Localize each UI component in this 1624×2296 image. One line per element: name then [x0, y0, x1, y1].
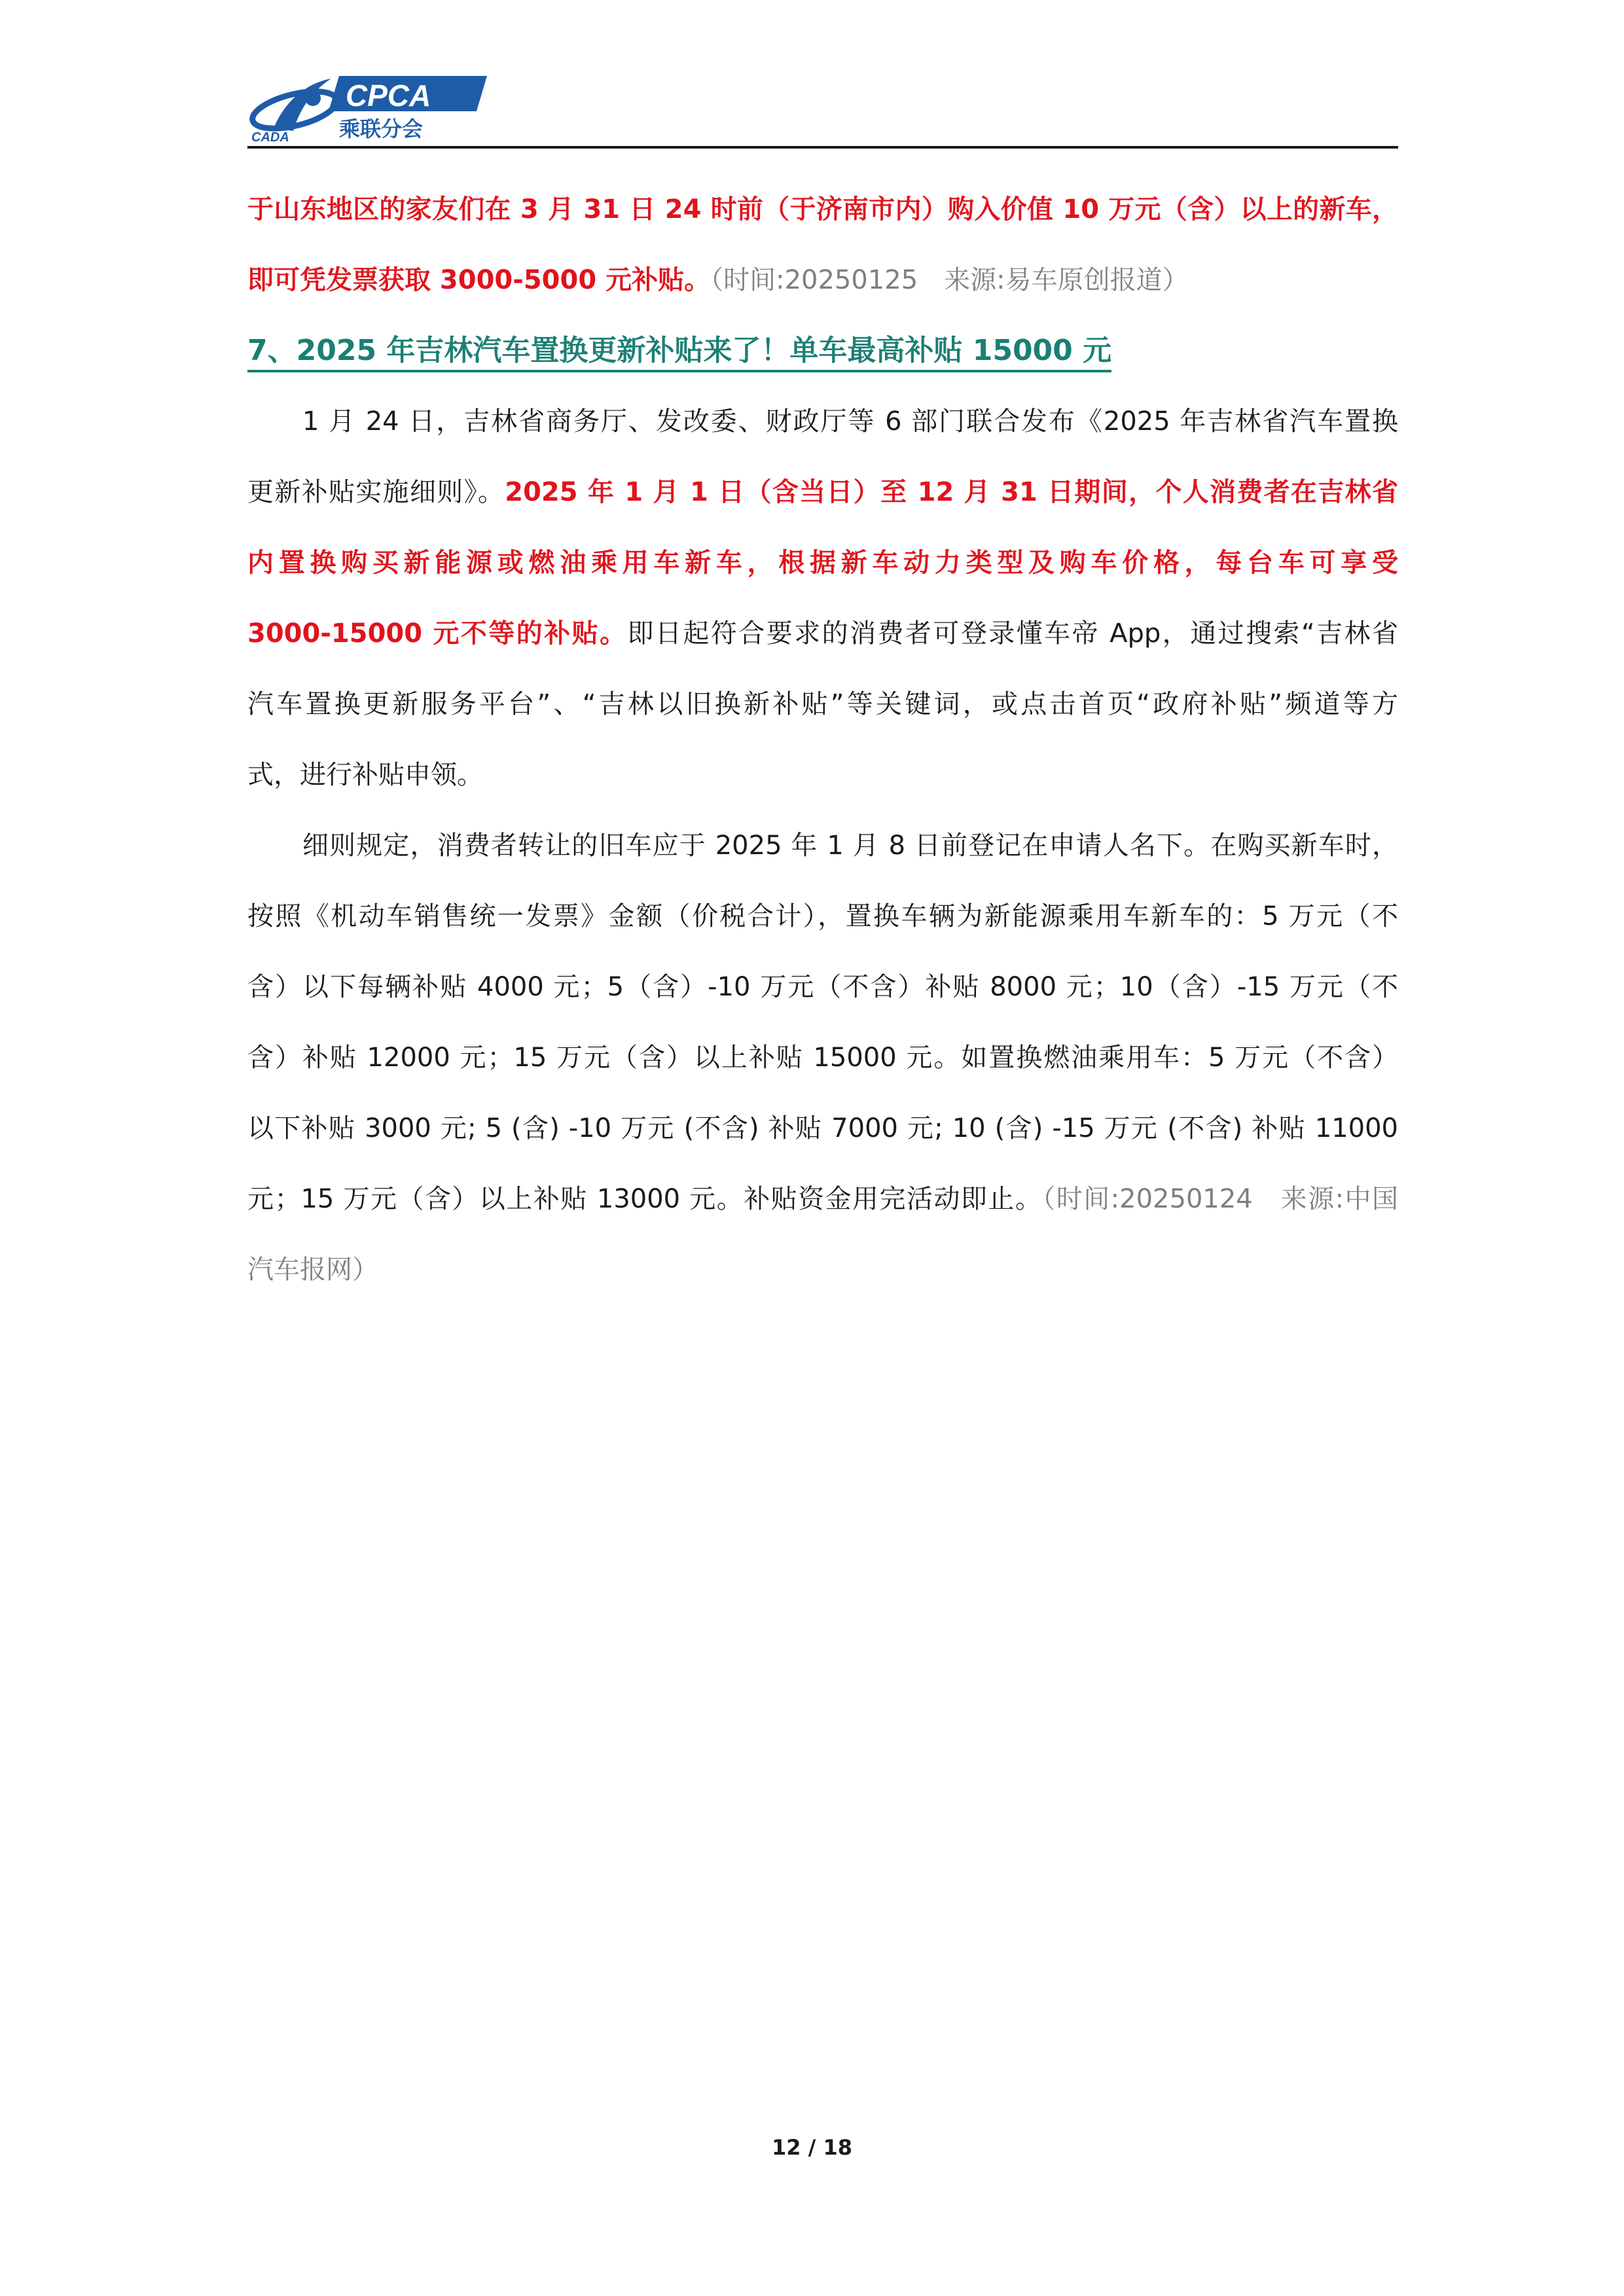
document-body — [247, 190, 1398, 1321]
text-line: 式，进行补贴申领。 — [247, 760, 483, 790]
text-line: 含）补贴 12000 元；15 万元（含）以上补贴 15000 元。如置换燃油乘用车：5 万元（不含） — [247, 1043, 1398, 1073]
header-divider — [247, 146, 1398, 149]
source-note: 汽车报网） — [247, 1255, 378, 1285]
text-line — [247, 190, 1398, 260]
text-line: 更新补贴实施细则》。2025 年 1 月 1 日（含当日）至 12 月 31 日期间，个人消费者在吉林省 — [247, 477, 1399, 507]
highlight-text: 2025 年 1 月 1 日（含当日）至 12 月 31 日期间，个人消费者在吉林省 — [505, 477, 1399, 507]
text-line: 按照《机动车销售统一发票》金额（价税合计），置换车辆为新能源乘用车新车的：5 万元（不 — [247, 901, 1398, 931]
highlight-text: 于山东地区的家友们在 3 月 31 日 24 时前（于济南市内）购入价值 10 万元（含）以上的新车， — [247, 194, 1398, 224]
text-line: 含）以下每辆补贴 4000 元；5（含）-10 万元（不含）补贴 8000 元；10（含）-15 万元（不 — [247, 972, 1398, 1002]
page-separator: / — [808, 2135, 816, 2160]
text-line — [247, 543, 1398, 614]
svg-text:CADA: CADA — [251, 130, 289, 144]
source-note: （时间:20250125 来源:易车原创报道） — [710, 265, 1189, 295]
page-total: 18 — [823, 2135, 853, 2160]
page-number: 12 — [771, 2135, 801, 2160]
highlight-text: 即可凭发票获取 3000-5000 元补贴。 — [247, 265, 711, 295]
highlight-text: 内置换购买新能源或燃油乘用车新车，根据新车动力类型及购车价格，每台车可享受 — [247, 548, 1398, 578]
page-footer — [0, 2135, 1624, 2160]
text-line: 以下补贴 3000 元; 5 (含) -10 万元 (不含) 补贴 7000 元; 10 (含) -15 万元 (不含) 补贴 11000 — [247, 1113, 1398, 1143]
text-line — [247, 1250, 1398, 1321]
text-line: 3000-15000 元不等的补贴。即日起符合要求的消费者可登录懂车帝 App，通过搜索“吉林省 — [247, 619, 1399, 649]
svg-text:乘联分会: 乘联分会 — [339, 117, 424, 141]
section-heading: 7、2025 年吉林汽车置换更新补贴来了！单车最高补贴 15000 元 — [247, 331, 1398, 402]
svg-text:CPCA: CPCA — [346, 79, 431, 113]
page-header — [247, 71, 1398, 148]
source-note: （时间:20250124 来源:中国 — [1042, 1184, 1398, 1214]
text-line — [247, 260, 1398, 331]
cpca-logo — [247, 71, 496, 144]
text-line: 元；15 万元（含）以上补贴 13000 元。补贴资金用完活动即止。（时间:20250124 来源:中国 — [247, 1184, 1398, 1214]
text-line: 细则规定，消费者转让的旧车应于 2025 年 1 月 8 日前登记在申请人名下。在购买新车时， — [302, 831, 1398, 861]
highlight-text: 3000-15000 元不等的补贴。 — [247, 619, 628, 649]
text-line: 汽车置换更新服务平台”、“吉林以旧换新补贴”等关键词，或点击首页“政府补贴”频道等方 — [247, 689, 1398, 719]
text-line: 1 月 24 日，吉林省商务厅、发改委、财政厅等 6 部门联合发布《2025 年吉林省汽车置换 — [302, 406, 1398, 437]
